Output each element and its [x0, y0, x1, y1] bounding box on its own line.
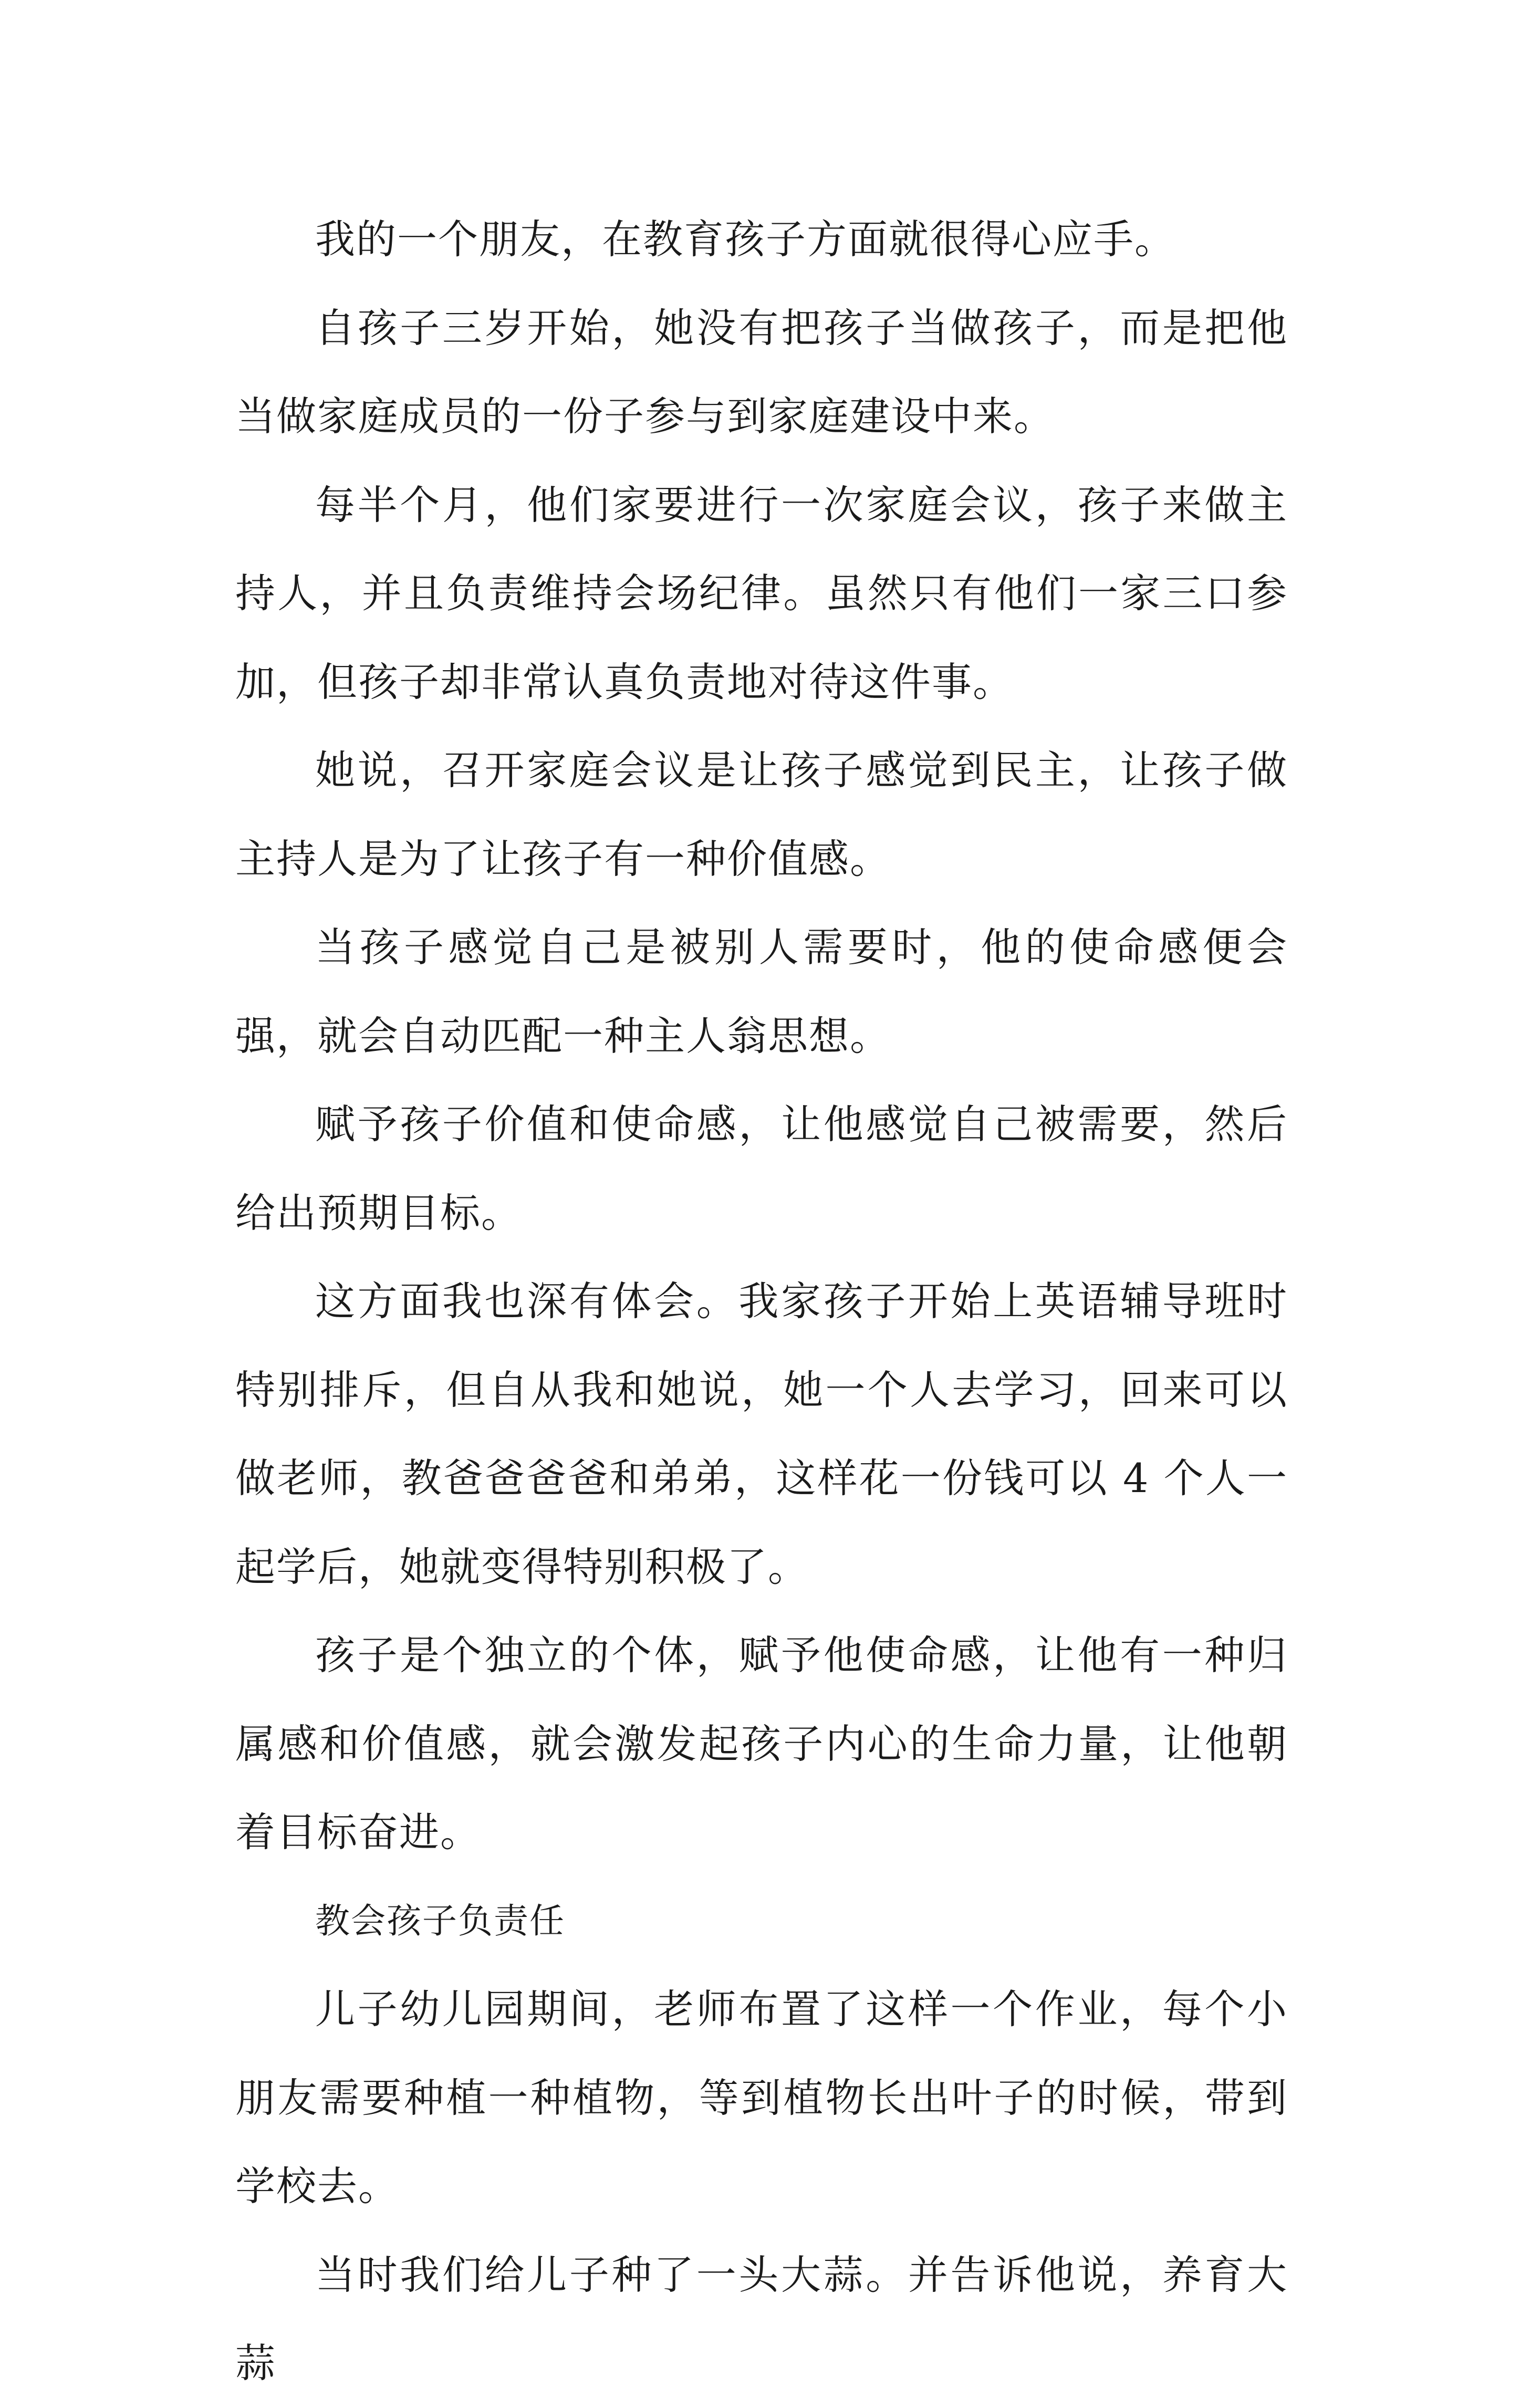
paragraph: 自孩子三岁开始，她没有把孩子当做孩子，而是把他当做家庭成员的一份子参与到家庭建设中来。 [235, 304, 1288, 440]
article-body [235, 195, 1288, 2408]
paragraph: 儿子幼儿园期间，老师布置了这样一个作业，每个小朋友需要种植一种植物，等到植物长出叶子的时候，带到学校去。 [235, 1986, 1288, 2209]
paragraph: 我的一个朋友，在教育孩子方面就很得心应手。 [315, 216, 1175, 263]
paragraph: 赋予孩子价值和使命感，让他感觉自己被需要，然后给出预期目标。 [235, 1101, 1288, 1236]
paragraph: 当时我们给儿子种了一头大蒜。并告诉他说，养育大蒜 [235, 2251, 1288, 2386]
paragraph: 孩子是个独立的个体，赋予他使命感，让他有一种归属感和价值感，就会激发起孩子内心的生命力量，让他朝着目标奋进。 [235, 1632, 1288, 1855]
paragraph: 这方面我也深有体会。我家孩子开始上英语辅导班时特别排斥，但自从我和她说，她一个人去学习，回来可以做老师，教爸爸爸爸和弟弟，这样花一份钱可以 4 个人一起学后，她就变得特别积极了。 [235, 1278, 1288, 1590]
paragraph: 每半个月，他们家要进行一次家庭会议，孩子来做主持人，并且负责维持会场纪律。虽然只有他们一家三口参加，但孩子却非常认真负责地对待这件事。 [235, 481, 1288, 705]
section-heading: 教会孩子负责任 [315, 1900, 565, 1941]
paragraph: 当孩子感觉自己是被别人需要时，他的使命感便会强，就会自动匹配一种主人翁思想。 [235, 924, 1288, 1059]
paragraph: 她说，召开家庭会议是让孩子感觉到民主，让孩子做主持人是为了让孩子有一种价值感。 [235, 747, 1288, 882]
